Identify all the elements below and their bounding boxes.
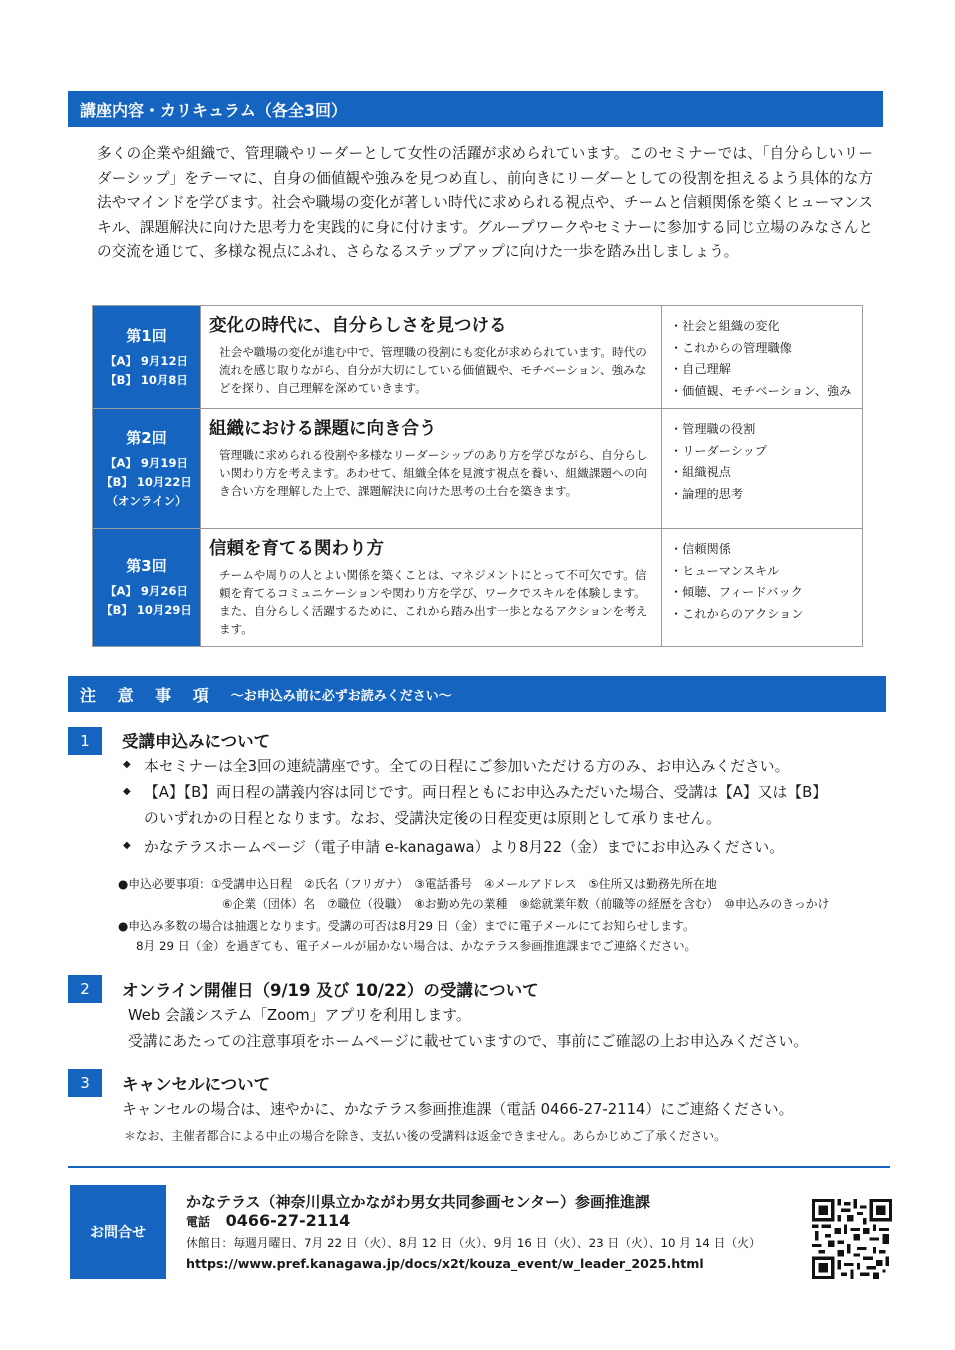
point-item: ・傾聴、フィードバック [670,585,803,599]
note-refund: ＊なお、主催者都合による中止の場合を除き、支払い後の受講料は返金できません。あらかじめご了承ください。 [124,1129,726,1143]
divider [68,1166,890,1168]
note-heading: オンライン開催日（9/19 及び 10/22）の受講について [122,981,539,1000]
point-item: ・これからのアクション [670,606,804,621]
curriculum-intro: 多くの企業や組織で、管理職やリーダーとして女性の活躍が求められています。このセミナーでは、「自分らしいリーダーシップ」をテーマに、自身の価値観や強みを見つめ直し、前向きにリーダーとしての役割を担えるよう具体的な方法やマインドを学びます。社会や職場の変化が著しい時代に求められる視点や、チームと信頼関係を築くヒューマンスキル、課題解決に向けた思考力を実践的に身に付けます。グループワークやセミナーに参加する同じ立場のみなさんとの交流を通じて、多様な視点にふれ、さらなるステップアップに向けた一歩を踏み出しましょう。 [97,145,873,261]
point-item: ・管理職の役割 [670,422,756,436]
point-item: ・価値観、モチベーション、強み [670,383,852,398]
note-line: 【A】【B】両日程の講義内容は同じです。両日程ともにお申込みただいた場合、受講は【A】又は【B】 [144,784,828,801]
point-item: ・リーダーシップ [670,443,768,458]
session-body [201,409,662,529]
note-number-badge: 3 [68,1069,102,1097]
notes-title: 注 意 事 項 [80,685,217,705]
point-item: ・社会と組織の変化 [670,319,780,333]
note-line: キャンセルの場合は、速やかに、かなテラス参画推進課（電話 0466-27-2114）にご連絡ください。 [122,1101,794,1118]
notes-subtitle: ～お申込み前に必ずお読みください～ [230,688,452,704]
session-body [201,306,662,409]
session-desc: 管理職に求められる役割や多様なリーダーシップのあり方を学びながら、自分らしい関わり方を考えます。あわせて、組織全体を見渡す視点を養い、組織課題への向き合い方を理解した上で、課題解決に向けた思考の土台を築きます。 [219,448,648,498]
note-line: のいずれかの日程となります。なお、受講決定後の日程変更は原則として承りません。 [144,810,721,827]
session-online: （オンライン） [106,493,187,508]
note-line: Web 会議システム「Zoom」アプリを利用します。 [128,1007,471,1024]
diamond-bullet-icon: ◆ [123,759,131,770]
session-row [93,306,863,409]
note-line: 受講にあたっての注意事項をホームページに載せていますので、事前にご確認の上お申込みください。 [128,1033,809,1050]
session-desc: 社会や職場の変化が進む中で、管理職の役割にも変化が求められています。時代の流れを感じ取りながら、自分が大切にしている価値観や、モチベーション、強みなどを探り、自己理解を深めていきます。 [219,345,647,395]
note-heading: キャンセルについて [122,1075,271,1094]
session-cell [93,306,201,409]
contact-label: お問合せ [90,1225,146,1241]
session-row [93,529,863,647]
session-title: 信頼を育てる関わり方 [209,539,384,559]
point-item: ・自己理解 [670,362,731,376]
point-item: ・ヒューマンスキル [670,563,780,578]
session-cell [93,409,201,529]
session-title: 組織における課題に向き合う [209,419,437,439]
point-item: ・組織視点 [670,465,731,479]
session-row [93,409,863,529]
contact-phone [186,1211,350,1230]
contact-url[interactable]: https://www.pref.kanagawa.jp/docs/x2t/kouza_event/w_leader_2025.html [186,1256,704,1271]
session-date-b: 【B】 10月8日 [105,372,188,387]
diamond-bullet-icon: ◆ [123,786,131,797]
point-item: ・論理的思考 [670,486,744,501]
phone-number: 0466-27-2114 [225,1211,351,1230]
notes-header [68,676,886,712]
session-date-a: 【A】 9月12日 [105,353,188,368]
session-title: 変化の時代に、自分らしさを見つける [209,316,507,336]
session-date-b: 【B】 10月29日 [101,603,192,617]
session-date-b: 【B】 10月22日 [101,474,192,489]
point-item: ・信頼関係 [670,542,731,556]
note-line: かなテラスホームページ（電子申請 e-kanagawa）より8月22（金）までにお申込みください。 [144,839,784,856]
session-number: 第1回 [126,326,167,345]
session-cell [93,529,201,647]
session-points [662,409,863,529]
session-body [201,529,662,647]
note-requirements: ⑥企業（団体）名 ⑦職位（役職） ⑧お勤め先の業種 ⑨総就業年数（前職等の経歴を含む） ⑩申込みのきっかけ [222,897,830,911]
session-points [662,306,863,409]
contact-label-box [70,1185,166,1279]
note-line: 本セミナーは全3回の連続講座です。全ての日程にご参加いただける方のみ、お申込みください。 [144,758,790,775]
qr-code-icon [812,1198,892,1280]
curriculum-table [92,305,863,647]
note-number-badge: 1 [68,727,102,755]
phone-label: 電話 [186,1215,211,1229]
session-number: 第2回 [126,428,167,447]
curriculum-header [68,91,883,127]
note-number-badge: 2 [68,975,102,1003]
session-points [662,529,863,647]
session-date-a: 【A】 9月26日 [105,584,188,598]
curriculum-title: 講座内容・カリキュラム（各全3回） [80,100,347,120]
note-requirements: ●申込必要事項：①受講申込日程 ②氏名（フリガナ） ③電話番号 ④メールアドレス ⑤住所又は勤務先所在地 [118,877,717,891]
closed-days: 休館日：毎週月曜日、7月 22 日（火）、8月 12 日（火）、9月 16 日（火）、23 日（火）、10 月 14 日（火） [186,1236,761,1250]
session-desc: チームや周りの人とよい関係を築くことは、マネジメントにとって不可欠です。信頼を育てるコミュニケーションや関わり方を学び、ワークでスキルを体験します。また、自分らしく活躍するために、これから踏み出す一歩となるアクションを考えます。 [219,568,648,636]
note-lottery: ●申込み多数の場合は抽選となります。受講の可否は8月29 日（金）までに電子メールにてお知らせします。 [118,919,695,933]
contact-org: かなテラス（神奈川県立かながわ男女共同参画センター）参画推進課 [186,1193,650,1211]
point-item: ・これからの管理職像 [670,340,792,355]
note-contact-hint: 8月 29 日（金）を過ぎても、電子メールが届かない場合は、かなテラス参画推進課までご連絡ください。 [136,939,697,953]
session-number: 第3回 [126,557,167,575]
note-heading: 受講申込みについて [122,732,271,751]
diamond-bullet-icon: ◆ [123,840,131,851]
session-date-a: 【A】 9月19日 [105,455,188,470]
